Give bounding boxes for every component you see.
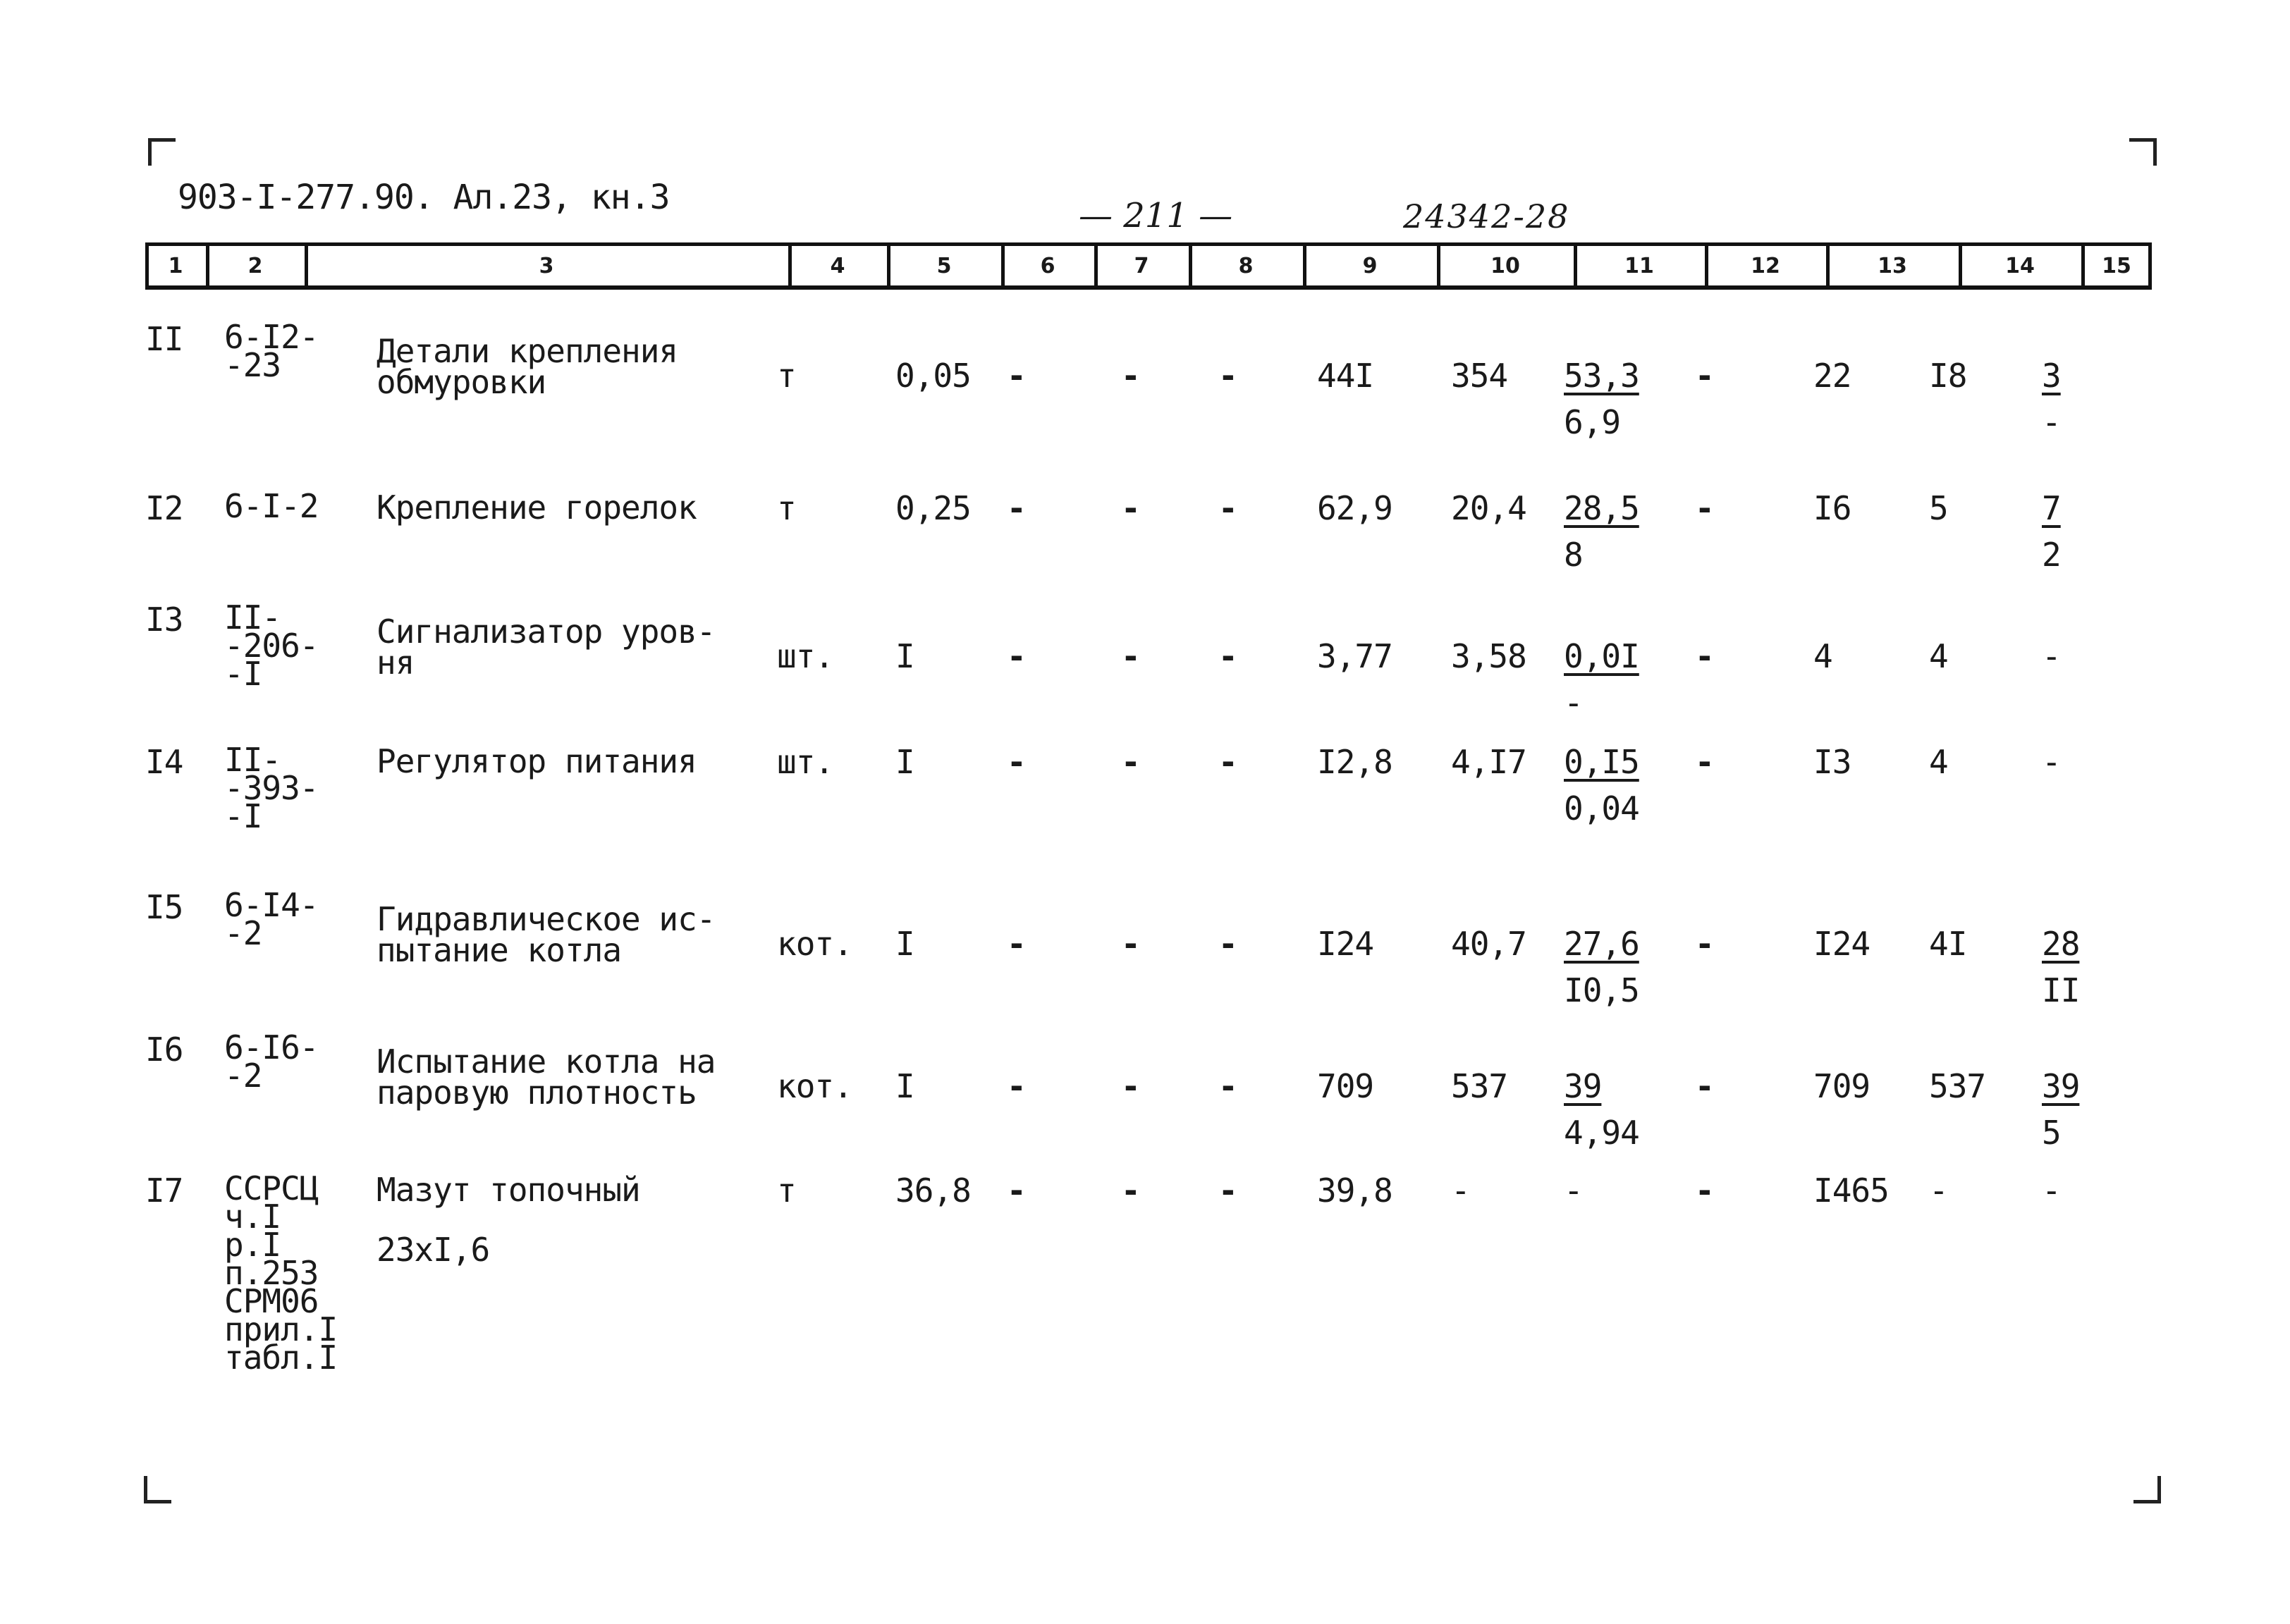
col12-value: - <box>1695 1171 1714 1210</box>
col12-value: - <box>1695 743 1714 781</box>
col11-value-bottom: 6,9 <box>1564 403 1621 441</box>
col15-value-bottom: 5 <box>2042 1114 2061 1152</box>
col10-value: 537 <box>1451 1067 1508 1105</box>
col15-value-top: 3 <box>2042 357 2061 395</box>
row-number: I3 <box>145 601 183 639</box>
col7-value: - <box>1121 743 1140 781</box>
col15-value-top: 7 <box>2042 489 2061 527</box>
col11-value-bottom: 0,04 <box>1564 789 1639 828</box>
quantity: 36,8 <box>895 1171 971 1210</box>
column-header-7: 7 <box>1134 253 1149 278</box>
col13-value: 709 <box>1813 1067 1870 1105</box>
work-name: Регулятор питания <box>376 742 697 780</box>
page-number: — 211 — <box>1079 196 1233 235</box>
col13-value: 4 <box>1813 637 1832 675</box>
justification-code: 6-I-2 <box>224 487 319 525</box>
corner-mark-top-right <box>2129 138 2157 166</box>
unit-of-measure: кот. <box>777 1067 852 1105</box>
column-header-13: 13 <box>1878 253 1907 278</box>
column-header-8: 8 <box>1238 253 1254 278</box>
justification-code: ССРСЦ ч.I р.I п.253 СРМ06 прил.I табл.I <box>224 1169 338 1377</box>
col9-value: 39,8 <box>1317 1171 1392 1210</box>
col10-value: 4,I7 <box>1451 743 1526 781</box>
unit-of-measure: т <box>777 357 796 395</box>
col11-value-top: - <box>1564 1171 1583 1210</box>
col15-value-bottom: - <box>2042 403 2061 441</box>
col7-value: - <box>1121 925 1140 963</box>
col15-value-top: 39 <box>2042 1067 2080 1105</box>
work-name: Испытание котла на паровую плотность <box>376 1042 716 1112</box>
work-name: Гидравлическое ис- пытание котла <box>376 900 716 969</box>
justification-code: 6-I2- -23 <box>224 318 319 384</box>
justification-code: II- -206- -I <box>224 598 319 693</box>
col10-value: - <box>1451 1171 1470 1210</box>
justification-code: II- -393- -I <box>224 741 319 835</box>
col7-value: - <box>1121 637 1140 675</box>
row-number: I4 <box>145 743 183 781</box>
work-name: Детали крепления обмуровки <box>376 332 678 401</box>
col9-value: I2,8 <box>1317 743 1392 781</box>
col10-value: 20,4 <box>1451 489 1526 527</box>
col6-value: - <box>1007 637 1026 675</box>
col11-value-top: 39 <box>1564 1067 1602 1105</box>
row-number: I2 <box>145 489 183 527</box>
work-name: Мазут топочный <box>376 1171 640 1209</box>
quantity: 0,05 <box>895 357 971 395</box>
col11-value-bottom: I0,5 <box>1564 971 1639 1009</box>
col8-value: - <box>1218 925 1237 963</box>
col14-value: 4 <box>1929 743 1948 781</box>
column-header-3: 3 <box>539 253 554 278</box>
quantity: I <box>895 925 914 963</box>
column-header-9: 9 <box>1362 253 1378 278</box>
col8-value: - <box>1218 489 1237 527</box>
col6-value: - <box>1007 743 1026 781</box>
corner-mark-bottom-left <box>144 1476 171 1503</box>
col7-value: - <box>1121 1171 1140 1210</box>
col6-value: - <box>1007 925 1026 963</box>
col13-value: I3 <box>1813 743 1851 781</box>
col14-value: 537 <box>1929 1067 1986 1105</box>
col12-value: - <box>1695 637 1714 675</box>
column-header-4: 4 <box>830 253 845 278</box>
quantity: 0,25 <box>895 489 971 527</box>
row-number: I6 <box>145 1031 183 1069</box>
col14-value: I8 <box>1929 357 1967 395</box>
col6-value: - <box>1007 357 1026 395</box>
col10-value: 40,7 <box>1451 925 1526 963</box>
col13-value: I6 <box>1813 489 1851 527</box>
col13-value: 22 <box>1813 357 1851 395</box>
justification-code: 6-I4- -2 <box>224 886 319 952</box>
col14-value: 5 <box>1929 489 1948 527</box>
col13-value: I465 <box>1813 1171 1889 1210</box>
unit-of-measure: т <box>777 489 796 527</box>
column-header-row <box>145 242 2152 290</box>
quantity: I <box>895 743 914 781</box>
column-header-10: 10 <box>1490 253 1520 278</box>
sheet-number: 24342-28 <box>1403 197 1570 235</box>
column-header-14: 14 <box>2005 253 2035 278</box>
col9-value: I24 <box>1317 925 1374 963</box>
col12-value: - <box>1695 925 1714 963</box>
col11-value-top: 53,3 <box>1564 357 1639 395</box>
col6-value: - <box>1007 1067 1026 1105</box>
unit-of-measure: шт. <box>777 743 834 781</box>
col9-value: 44I <box>1317 357 1374 395</box>
unit-of-measure: шт. <box>777 637 834 675</box>
col9-value: 62,9 <box>1317 489 1392 527</box>
col15-value-top: - <box>2042 743 2061 781</box>
unit-of-measure: т <box>777 1171 796 1210</box>
col15-value-bottom: 2 <box>2042 536 2061 574</box>
col10-value: 3,58 <box>1451 637 1526 675</box>
col15-value-top: - <box>2042 1171 2061 1210</box>
corner-mark-top-left <box>148 138 176 166</box>
col12-value: - <box>1695 489 1714 527</box>
work-name-formula: 23xI,6 <box>376 1231 490 1269</box>
col7-value: - <box>1121 489 1140 527</box>
column-header-15: 15 <box>2102 253 2131 278</box>
col12-value: - <box>1695 357 1714 395</box>
col9-value: 3,77 <box>1317 637 1392 675</box>
col11-value-top: 27,6 <box>1564 925 1639 963</box>
work-name: Крепление горелок <box>376 488 697 527</box>
col11-value-bottom: 8 <box>1564 536 1583 574</box>
col15-value-top: 28 <box>2042 925 2080 963</box>
col8-value: - <box>1218 637 1237 675</box>
col6-value: - <box>1007 489 1026 527</box>
col13-value: I24 <box>1813 925 1870 963</box>
col8-value: - <box>1218 1067 1237 1105</box>
column-header-11: 11 <box>1624 253 1654 278</box>
row-number: I7 <box>145 1171 183 1210</box>
row-number: I5 <box>145 888 183 926</box>
col6-value: - <box>1007 1171 1026 1210</box>
col8-value: - <box>1218 743 1237 781</box>
col8-value: - <box>1218 1171 1237 1210</box>
corner-mark-bottom-right <box>2133 1476 2161 1503</box>
col8-value: - <box>1218 357 1237 395</box>
col14-value: 4 <box>1929 637 1948 675</box>
col15-value-bottom: II <box>2042 971 2080 1009</box>
col7-value: - <box>1121 357 1140 395</box>
justification-code: 6-I6- -2 <box>224 1028 319 1095</box>
column-header-5: 5 <box>936 253 952 278</box>
column-header-1: 1 <box>168 253 183 278</box>
document-code: 903-I-277.90. Ал.23, кн.3 <box>178 178 670 217</box>
col10-value: 354 <box>1451 357 1508 395</box>
col12-value: - <box>1695 1067 1714 1105</box>
column-header-6: 6 <box>1040 253 1055 278</box>
col11-value-bottom: - <box>1564 684 1583 722</box>
col15-value-top: - <box>2042 637 2061 675</box>
column-header-2: 2 <box>247 253 263 278</box>
quantity: I <box>895 637 914 675</box>
work-name: Сигнализатор уров- ня <box>376 613 716 682</box>
unit-of-measure: кот. <box>777 925 852 963</box>
col11-value-top: 0,I5 <box>1564 743 1639 781</box>
row-number: II <box>145 320 183 358</box>
col11-value-top: 28,5 <box>1564 489 1639 527</box>
col11-value-top: 0,0I <box>1564 637 1639 675</box>
quantity: I <box>895 1067 914 1105</box>
col7-value: - <box>1121 1067 1140 1105</box>
col14-value: - <box>1929 1171 1948 1210</box>
column-header-12: 12 <box>1751 253 1780 278</box>
col11-value-bottom: 4,94 <box>1564 1114 1639 1152</box>
col9-value: 709 <box>1317 1067 1374 1105</box>
col14-value: 4I <box>1929 925 1967 963</box>
